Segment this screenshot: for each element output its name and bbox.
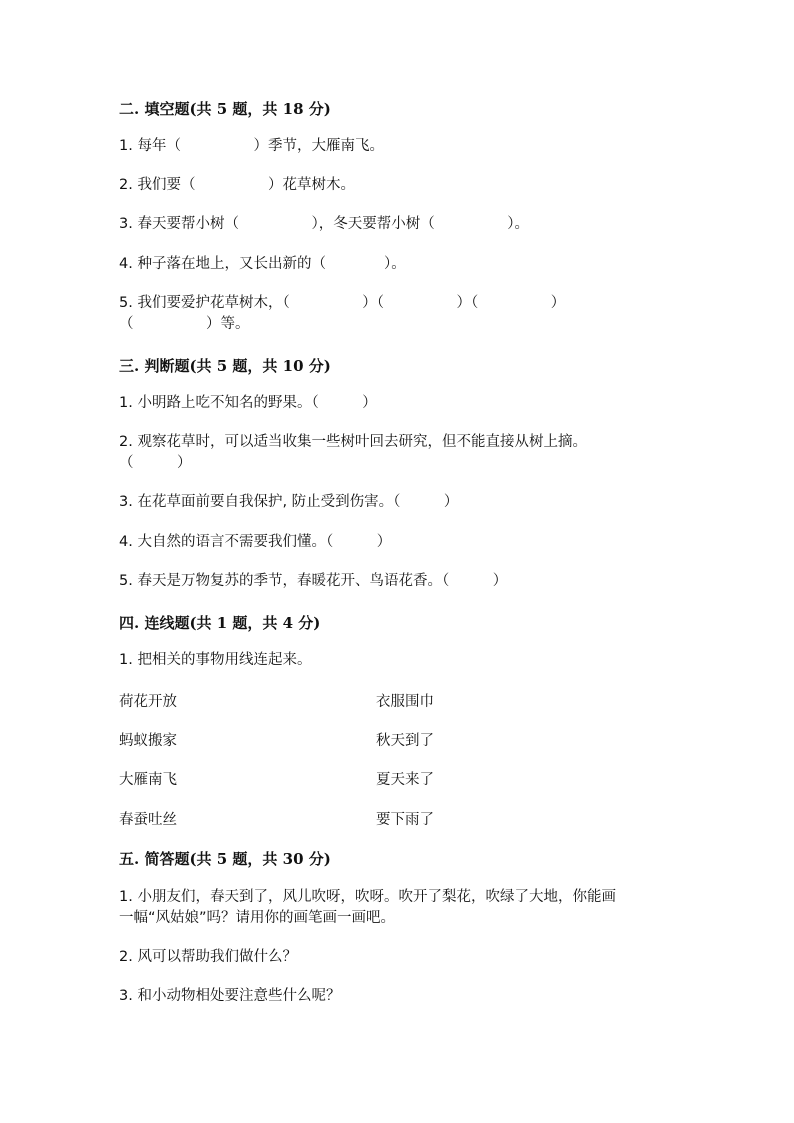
- section-heading-short-answer: 五. 简答题(共 5 题，共 30 分): [119, 850, 331, 868]
- judge-question-1: 1. 小明路上吃不知名的野果。（ ）: [119, 395, 377, 411]
- match-right-item-4: 要下雨了: [376, 812, 434, 828]
- section-heading-match: 四. 连线题(共 1 题，共 4 分): [119, 614, 321, 632]
- judge-question-4: 4. 大自然的语言不需要我们懂。（ ）: [119, 534, 392, 550]
- fill-blank-question-5: 5. 我们要爱护花草树木，（ ）（ ）（ ）: [119, 295, 566, 311]
- match-right-item-3: 夏天来了: [376, 772, 434, 788]
- fill-blank-question-1: 1. 每年（ ）季节，大雁南飞。: [119, 138, 384, 154]
- match-instruction: 1. 把相关的事物用线连起来。: [119, 652, 312, 668]
- match-right-item-2: 秋天到了: [376, 733, 434, 749]
- judge-question-5: 5. 春天是万物复苏的季节，春暖花开、鸟语花香。（ ）: [119, 573, 508, 589]
- match-left-item-4: 春蚕吐丝: [119, 812, 177, 828]
- fill-blank-question-4: 4. 种子落在地上，又长出新的（ ）。: [119, 256, 406, 272]
- fill-blank-question-2: 2. 我们要（ ）花草树木。: [119, 177, 355, 193]
- short-answer-question-2: 2. 风可以帮助我们做什么？: [119, 949, 297, 965]
- section-heading-judge: 三. 判断题(共 5 题，共 10 分): [119, 357, 331, 375]
- judge-question-2: 2. 观察花草时，可以适当收集一些树叶回去研究，但不能直接从树上摘。: [119, 434, 587, 450]
- judge-question-3: 3. 在花草面前要自我保护, 防止受到伤害。（ ）: [119, 494, 459, 510]
- match-right-item-1: 衣服围巾: [376, 694, 434, 710]
- short-answer-question-1: 1. 小朋友们，春天到了，风儿吹呀，吹呀。吹开了梨花，吹绿了大地，你能画: [119, 889, 616, 905]
- match-left-item-2: 蚂蚁搬家: [119, 733, 177, 749]
- match-left-item-3: 大雁南飞: [119, 772, 177, 788]
- section-heading-fill-blank: 二. 填空题(共 5 题，共 18 分): [119, 100, 331, 118]
- short-answer-question-3: 3. 和小动物相处要注意些什么呢？: [119, 988, 341, 1004]
- fill-blank-question-5-continued: （ ）等。: [119, 316, 250, 332]
- match-left-item-1: 荷花开放: [119, 694, 177, 710]
- judge-question-2-continued: （ ）: [119, 455, 192, 471]
- short-answer-question-1-continued: 一幅“风姑娘”吗？请用你的画笔画一画吧。: [119, 910, 396, 926]
- fill-blank-question-3: 3. 春天要帮小树（ ），冬天要帮小树（ ）。: [119, 216, 529, 232]
